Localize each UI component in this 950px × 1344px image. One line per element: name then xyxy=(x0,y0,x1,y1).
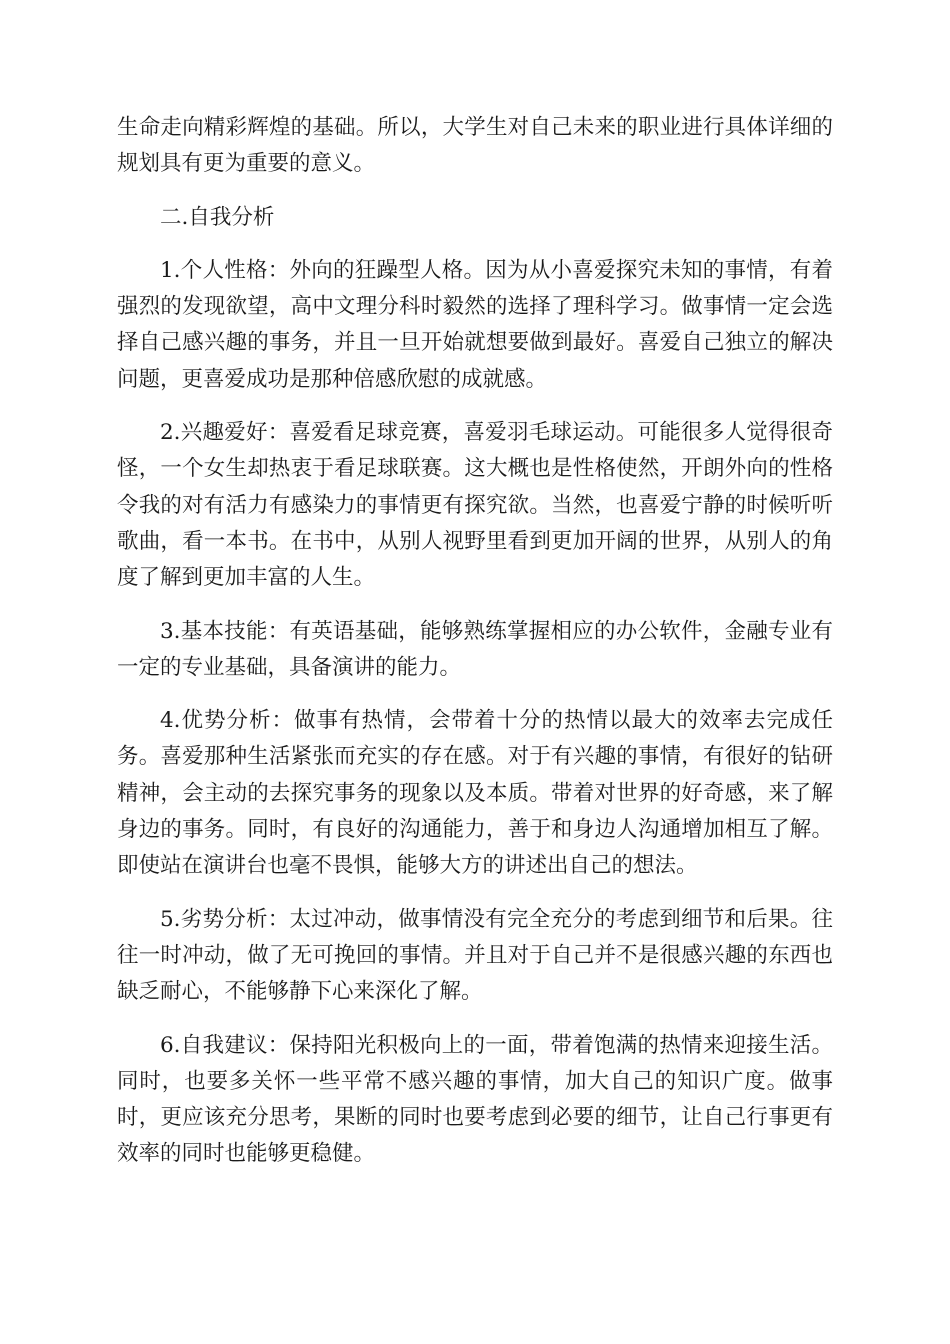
section-heading-self-analysis: 二.自我分析 xyxy=(160,204,275,230)
paragraph-strengths: 4.优势分析：做事有热情，会带着十分的热情以最大的效率去完成任务。喜爱那种生活紧张而充实的存在感。对于有兴趣的事情，有很好的钻研精神，会主动的去探究事务的现象以及本质。带着对世界的好奇感，来了解身边的事务。同时，有良好的沟通能力，善于和身边人沟通增加相互了解。即使站在演讲台也毫不畏惧，能够大方的讲述出自己的想法。 xyxy=(117,708,833,879)
paragraph-personality: 1.个人性格：外向的狂躁型人格。因为从小喜爱探究未知的事情，有着强烈的发现欲望，高中文理分科时毅然的选择了理科学习。做事情一定会选择自己感兴趣的事务，并且一旦开始就想要做到最好。喜爱自己独立的解决问题，更喜爱成功是那种倍感欣慰的成就感。 xyxy=(117,257,833,392)
document-body xyxy=(117,110,833,1190)
paragraph-continuation: 生命走向精彩辉煌的基础。所以，大学生对自己未来的职业进行具体详细的规划具有更为重要的意义。 xyxy=(117,115,833,177)
paragraph-skills: 3.基本技能：有英语基础，能够熟练掌握相应的办公软件，金融专业有一定的专业基础，具备演讲的能力。 xyxy=(117,618,833,680)
paragraph-interests: 2.兴趣爱好：喜爱看足球竞赛，喜爱羽毛球运动。可能很多人觉得很奇怪，一个女生却热衷于看足球联赛。这大概也是性格使然，开朗外向的性格令我的对有活力有感染力的事情更有探究欲。当然，也喜爱宁静的时候听听歌曲，看一本书。在书中，从别人视野里看到更加开阔的世界，从别人的角度了解到更加丰富的人生。 xyxy=(117,420,833,591)
paragraph-self-advice: 6.自我建议：保持阳光积极向上的一面，带着饱满的热情来迎接生活。同时，也要多关怀一些平常不感兴趣的事情，加大自己的知识广度。做事时，更应该充分思考，果断的同时也要考虑到必要的细节，让自己行事更有效率的同时也能够更稳健。 xyxy=(117,1032,833,1167)
paragraph-weaknesses: 5.劣势分析：太过冲动，做事情没有完全充分的考虑到细节和后果。往往一时冲动，做了无可挽回的事情。并且对于自己并不是很感兴趣的东西也缺乏耐心，不能够静下心来深化了解。 xyxy=(117,906,833,1005)
